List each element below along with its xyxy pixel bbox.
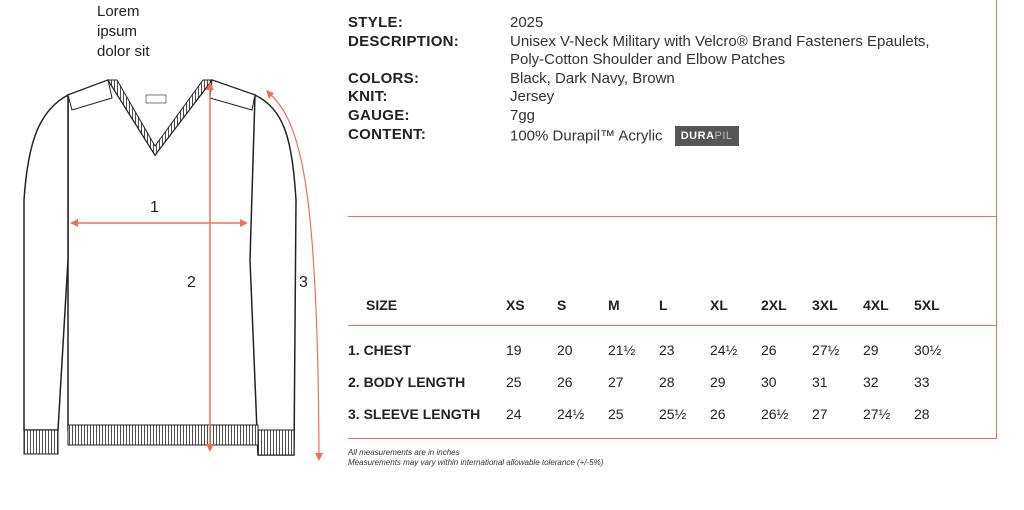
- spec-key: CONTENT:: [348, 125, 427, 143]
- spec-value: Jersey: [510, 88, 555, 106]
- header-cell: XS: [506, 297, 525, 313]
- table-cell: 19: [506, 342, 522, 358]
- footnote-line: All measurements are in inches: [348, 448, 460, 457]
- footnote-line: Measurements may vary within international allowable tolerance (+/-5%): [348, 458, 604, 467]
- table-header-row: [348, 290, 998, 320]
- sweater-body-outline: [68, 80, 258, 430]
- spec-key: STYLE:: [348, 14, 404, 31]
- row-label: 1. CHEST: [348, 342, 412, 358]
- table-cell: 20: [557, 342, 573, 358]
- durapil-logo-light: PIL: [714, 129, 733, 142]
- spec-value: 7gg: [510, 106, 536, 124]
- spec-row-description: [348, 33, 1008, 70]
- neck-label: [146, 95, 166, 103]
- logo-line: dolor sit: [97, 43, 150, 60]
- table-cell: 24½: [710, 342, 738, 358]
- header-cell: M: [608, 297, 620, 313]
- table-cell: 25: [506, 374, 522, 390]
- table-cell: 30½: [914, 342, 942, 358]
- sleeve-arrow-bottom: [315, 453, 323, 461]
- spec-row-style: [348, 14, 1008, 33]
- table-cell: 29: [710, 374, 726, 390]
- table-cell: 28: [914, 406, 930, 422]
- spec-value-line: Unisex V-Neck Military with Velcro® Brand Fasteners Epaulets,: [510, 32, 930, 50]
- table-row: [348, 366, 998, 398]
- header-cell: XL: [710, 297, 728, 313]
- table-cell: 31: [812, 374, 828, 390]
- table-cell: 24½: [557, 406, 585, 422]
- durapil-logo-bold: DURA: [680, 129, 715, 142]
- table-cell: 27½: [812, 342, 840, 358]
- spec-value-line: Poly-Cotton Shoulder and Elbow Patches: [510, 51, 786, 69]
- spec-row-colors: [348, 70, 1008, 89]
- sleeve-arrow-top: [266, 90, 274, 99]
- spec-value: 2025: [510, 14, 544, 31]
- spec-value-text: 100% Durapil™ Acrylic: [510, 126, 663, 144]
- spec-key: COLORS:: [348, 69, 420, 87]
- spec-key: KNIT:: [348, 88, 388, 106]
- measure-label-3: 3: [299, 274, 308, 291]
- logo-line: ipsum: [97, 23, 138, 40]
- table-cell: 29: [863, 342, 879, 358]
- spec-row-content: [348, 126, 1008, 147]
- spec-value: [510, 33, 1008, 70]
- header-cell: L: [659, 297, 668, 313]
- size-chart-table: [348, 290, 998, 430]
- header-cell: 4XL: [863, 297, 889, 313]
- table-cell: 26: [761, 342, 777, 358]
- logo-text: [97, 2, 177, 62]
- table-cell: 26: [557, 374, 573, 390]
- table-cell: 21½: [608, 342, 636, 358]
- header-cell: 2XL: [761, 297, 787, 313]
- measure-label-2: 2: [187, 274, 196, 291]
- header-cell: SIZE: [366, 297, 398, 313]
- table-cell: 23: [659, 342, 675, 358]
- table-cell: 27: [812, 406, 828, 422]
- header-cell: S: [557, 297, 567, 313]
- durapil-logo: [675, 126, 739, 147]
- spec-value: [510, 126, 1008, 147]
- table-cell: 26½: [761, 406, 789, 422]
- table-cell: 25½: [659, 406, 687, 422]
- body-length-arrow-bottom: [206, 444, 214, 452]
- right-cuff: [258, 430, 294, 455]
- divider-line: [348, 216, 997, 217]
- logo-line: Lorem: [97, 3, 140, 20]
- right-sleeve-outline: [250, 95, 296, 455]
- spec-row-gauge: [348, 107, 1008, 126]
- left-sleeve-outline: [24, 95, 68, 430]
- table-cell: 30: [761, 374, 777, 390]
- row-label: 3. SLEEVE LENGTH: [348, 406, 481, 422]
- table-bottom-line: [348, 438, 997, 439]
- left-cuff: [24, 430, 58, 454]
- table-cell: 25: [608, 406, 624, 422]
- footnotes: [348, 448, 603, 468]
- table-cell: 33: [914, 374, 930, 390]
- spec-row-knit: [348, 88, 1008, 107]
- header-cell: 5XL: [914, 297, 940, 313]
- table-row: [348, 334, 998, 366]
- table-cell: 28: [659, 374, 675, 390]
- spec-key: DESCRIPTION:: [348, 32, 460, 50]
- table-cell: 24: [506, 406, 522, 422]
- hem-rib: [68, 425, 258, 445]
- row-label: 2. BODY LENGTH: [348, 374, 466, 390]
- table-cell: 27: [608, 374, 624, 390]
- measure-label-1: 1: [150, 199, 159, 216]
- spec-value: Black, Dark Navy, Brown: [510, 69, 675, 87]
- header-cell: 3XL: [812, 297, 838, 313]
- spec-key: GAUGE:: [348, 106, 410, 124]
- table-cell: 27½: [863, 406, 891, 422]
- table-row: [348, 398, 998, 430]
- table-cell: 26: [710, 406, 726, 422]
- table-cell: 32: [863, 374, 879, 390]
- sweater-diagram: [0, 70, 330, 470]
- spec-list: [348, 14, 1008, 146]
